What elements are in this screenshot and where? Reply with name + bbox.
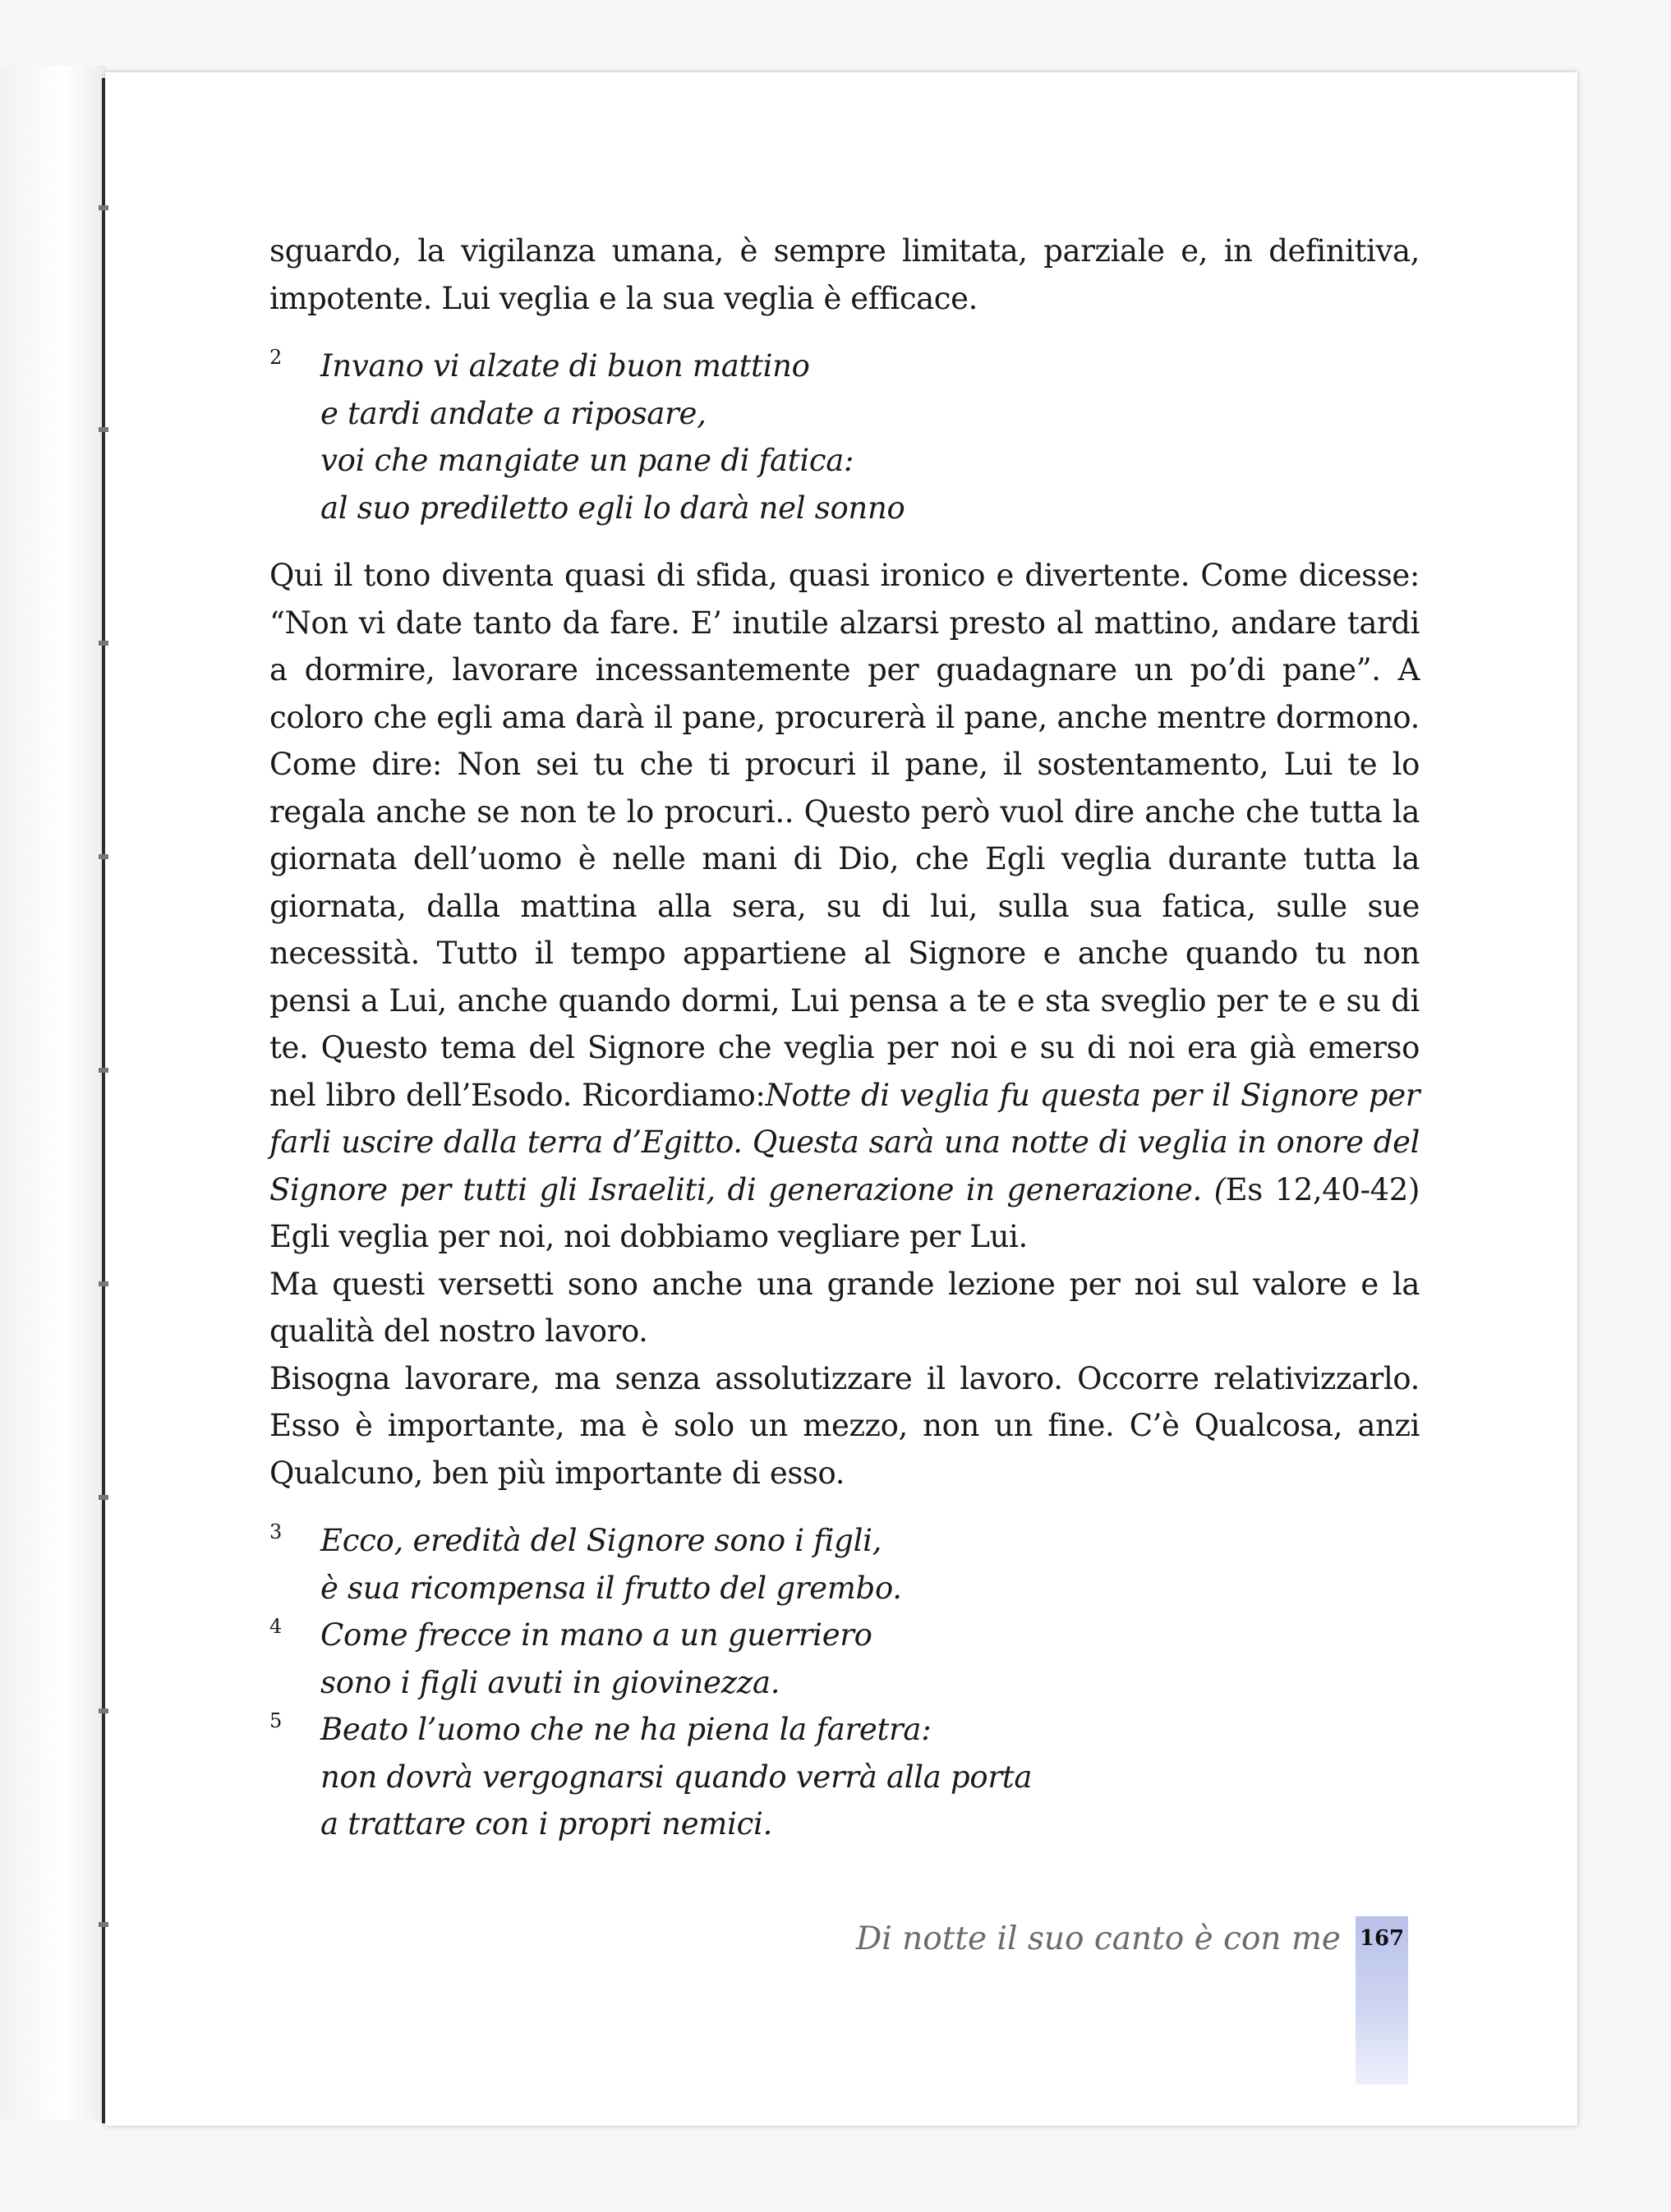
verse-line [269, 1612, 1420, 1659]
verses-3-5 [269, 1517, 1420, 1848]
paragraph-intro: sguardo, la vigilanza umana, è sempre limitata, parziale e, in definitiva, impotente. Lui veglia e la sua veglia è efficace. [269, 233, 1420, 316]
verse-text: Ecco, eredità del Signore sono i figli, [320, 1523, 882, 1558]
verse-line [269, 1706, 1420, 1754]
verse-text: Invano vi alzate di buon mattino [320, 348, 810, 384]
verse-text: Beato l’uomo che ne ha piena la faretra: [320, 1712, 932, 1747]
paragraph-commentary [269, 552, 1420, 1261]
paragraph-lesson: Ma questi versetti sono anche una grande lezione per noi sul valore e la qualità del nostro lavoro. [269, 1266, 1420, 1349]
verse-number: 2 [269, 346, 282, 369]
verse-line: e tardi andate a riposare, [320, 395, 707, 431]
page-body [269, 228, 1420, 1869]
verse-line: è sua ricompensa il frutto del grembo. [320, 1570, 902, 1606]
verse-line: a trattare con i propri nemici. [320, 1806, 773, 1842]
verse-number: 5 [269, 1709, 282, 1732]
verse-line: non dovrà vergognarsi quando verrà alla porta [320, 1759, 1033, 1795]
verse-line [269, 1517, 1420, 1565]
verse-number: 4 [269, 1615, 282, 1638]
verse-line [269, 343, 1420, 390]
verse-number: 3 [269, 1520, 282, 1543]
page-binding-edge [102, 78, 105, 2123]
spine-shadow [0, 66, 107, 2119]
verse-line: al suo prediletto egli lo darà nel sonno [320, 490, 905, 526]
verse-2 [269, 343, 1420, 531]
exodus-quote: Notte di veglia fu questa per il Signore per farli uscire dalla terra d’Egitto. Questa sarà una notte di veglia in onore del Signore per tutti gli Israeliti, di generazione in generazione. ( [269, 1077, 1420, 1207]
commentary-text: Qui il tono diventa quasi di sfida, quasi ironico e divertente. Come dicesse: “Non vi date tanto da fare. E’ inutile alzarsi presto al mattino, andare tardi a dormire, lavorare incessantemente per guadagnare un po’di pane”. A coloro che egli ama darà il pane, procurerà il pane, anche mentre dormono. Come dire: Non sei tu che ti procuri il pane, il sostentamento, Lui te lo regala anche se non te lo procuri.. Questo però vuol dire anche che tutta la giornata dell’uomo è nelle mani di Dio, che Egli veglia durante tutta la giornata, dalla mattina alla sera, su di lui, sulla sua fatica, sulle sue necessità. Tutto il tempo appartiene al Signore e anche quando tu non pensi a Lui, anche quando dormi, Lui pensa a te e sta sveglio per te e su di te. Questo tema del Signore che veglia per noi e su di noi era già emerso nel libro dell’Esodo. Ricordiamo: [269, 558, 1420, 1113]
running-footer-title: Di notte il suo canto è con me [855, 1920, 1341, 1957]
paragraph-work: Bisogna lavorare, ma senza assolutizzare il lavoro. Occorre relativizzarlo. Esso è importante, ma è solo un mezzo, non un fine. C’è Qualcosa, anzi Qualcuno, ben più importante di esso. [269, 1360, 1420, 1491]
verse-text: Come frecce in mano a un guerriero [320, 1617, 872, 1653]
verse-line: voi che mangiate un pane di fatica: [320, 443, 854, 478]
page-number: 167 [1359, 1926, 1405, 1951]
verse-line: sono i figli avuti in giovinezza. [320, 1664, 780, 1700]
exodus-reference: Es 12,40-42) Egli veglia per noi, noi dobbiamo vegliare per Lui. [269, 1171, 1420, 1254]
